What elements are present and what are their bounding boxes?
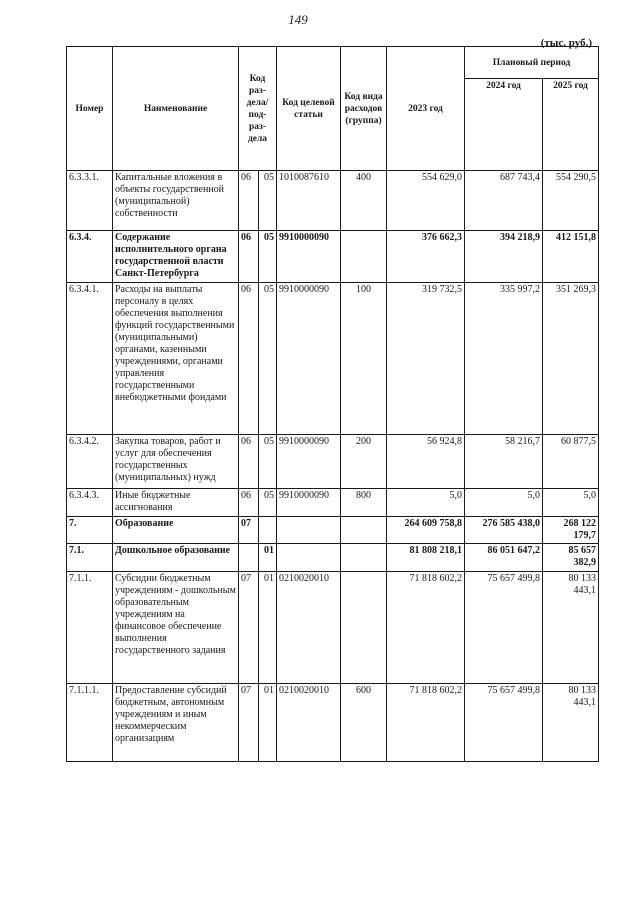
row-2024: 276 585 438,0 <box>465 517 543 544</box>
row-2023: 71 818 602,2 <box>387 684 465 762</box>
row-2024: 86 051 647,2 <box>465 544 543 572</box>
row-expense-type: 200 <box>341 435 387 489</box>
row-target <box>277 517 341 544</box>
row-expense-type: 800 <box>341 489 387 517</box>
units-label: (тыс. руб.) <box>540 37 592 49</box>
row-section: 06 <box>239 283 259 435</box>
header-section-code: Код раз-дела/ под-раз-дела <box>239 47 277 171</box>
row-subsection: 01 <box>259 544 277 572</box>
budget-table <box>66 46 599 762</box>
row-target: 0210020010 <box>277 684 341 762</box>
row-section: 06 <box>239 231 259 283</box>
row-2023: 81 808 218,1 <box>387 544 465 572</box>
row-target: 9910000090 <box>277 435 341 489</box>
row-number: 6.3.4. <box>67 231 113 283</box>
row-target: 9910000090 <box>277 489 341 517</box>
row-section: 06 <box>239 171 259 231</box>
row-number: 7.1.1.1. <box>67 684 113 762</box>
row-section: 06 <box>239 435 259 489</box>
header-2025: 2025 год <box>543 79 599 171</box>
row-2023: 554 629,0 <box>387 171 465 231</box>
row-2024: 335 997,2 <box>465 283 543 435</box>
row-2025: 80 133 443,1 <box>543 684 599 762</box>
row-subsection: 05 <box>259 231 277 283</box>
row-target <box>277 544 341 572</box>
row-name: Образование <box>113 517 239 544</box>
row-2023: 56 924,8 <box>387 435 465 489</box>
table-row <box>67 231 599 283</box>
row-name: Иные бюджетные ассигнования <box>113 489 239 517</box>
row-target: 0210020010 <box>277 572 341 684</box>
row-2024: 5,0 <box>465 489 543 517</box>
row-expense-type <box>341 231 387 283</box>
header-2024: 2024 год <box>465 79 543 171</box>
row-2023: 5,0 <box>387 489 465 517</box>
row-2023: 264 609 758,8 <box>387 517 465 544</box>
row-subsection: 01 <box>259 684 277 762</box>
row-2025: 554 290,5 <box>543 171 599 231</box>
row-number: 7.1. <box>67 544 113 572</box>
header-number: Номер <box>67 47 113 171</box>
header-planned-period: Плановый период <box>465 47 599 79</box>
header-target-code: Код целевой статьи <box>277 47 341 171</box>
row-subsection <box>259 517 277 544</box>
table-row <box>67 517 599 544</box>
row-number: 6.3.4.1. <box>67 283 113 435</box>
row-name: Содержание исполнительного органа государственной власти Санкт-Петербурга <box>113 231 239 283</box>
table-row <box>67 489 599 517</box>
row-expense-type <box>341 544 387 572</box>
row-2023: 319 732,5 <box>387 283 465 435</box>
row-2023: 376 662,3 <box>387 231 465 283</box>
row-2024: 394 218,9 <box>465 231 543 283</box>
row-subsection: 05 <box>259 489 277 517</box>
row-number: 6.3.4.3. <box>67 489 113 517</box>
row-name: Капитальные вложения в объекты государственной (муниципальной) собственности <box>113 171 239 231</box>
header-2023: 2023 год <box>387 47 465 171</box>
row-2025: 80 133 443,1 <box>543 572 599 684</box>
table-row <box>67 544 599 572</box>
row-subsection: 05 <box>259 435 277 489</box>
row-2024: 687 743,4 <box>465 171 543 231</box>
row-2023: 71 818 602,2 <box>387 572 465 684</box>
row-name: Закупка товаров, работ и услуг для обеспечения государственных (муниципальных) нужд <box>113 435 239 489</box>
row-2025: 351 269,3 <box>543 283 599 435</box>
row-2024: 75 657 499,8 <box>465 572 543 684</box>
row-name: Субсидии бюджетным учреждениям - дошкольным образовательным учреждениям на финансовое обеспечение выполнения государственного задания <box>113 572 239 684</box>
row-2025: 5,0 <box>543 489 599 517</box>
row-2025: 60 877,5 <box>543 435 599 489</box>
row-target: 9910000090 <box>277 283 341 435</box>
row-expense-type: 400 <box>341 171 387 231</box>
row-section: 07 <box>239 572 259 684</box>
row-section: 07 <box>239 517 259 544</box>
row-section: 06 <box>239 489 259 517</box>
row-2024: 58 216,7 <box>465 435 543 489</box>
row-number: 7. <box>67 517 113 544</box>
row-2025: 85 657 382,9 <box>543 544 599 572</box>
row-subsection: 05 <box>259 171 277 231</box>
row-section: 07 <box>239 684 259 762</box>
table-row <box>67 572 599 684</box>
row-subsection: 05 <box>259 283 277 435</box>
row-target: 1010087610 <box>277 171 341 231</box>
row-2025: 412 151,8 <box>543 231 599 283</box>
table-row <box>67 171 599 231</box>
row-name: Предоставление субсидий бюджетным, автономным учреждениям и иным некоммерческим организациям <box>113 684 239 762</box>
row-number: 6.3.4.2. <box>67 435 113 489</box>
row-name: Расходы на выплаты персоналу в целях обеспечения выполнения функций государственными (муниципальными) органами, казенными учреждениями, органами управления государственными внебюджетными фондами <box>113 283 239 435</box>
header-expense-type: Код вида расходов (группа) <box>341 47 387 171</box>
row-expense-type <box>341 572 387 684</box>
row-section <box>239 544 259 572</box>
row-expense-type: 600 <box>341 684 387 762</box>
row-number: 6.3.3.1. <box>67 171 113 231</box>
table-row <box>67 435 599 489</box>
row-number: 7.1.1. <box>67 572 113 684</box>
row-expense-type <box>341 517 387 544</box>
header-name: Наименование <box>113 47 239 171</box>
row-subsection: 01 <box>259 572 277 684</box>
row-name: Дошкольное образование <box>113 544 239 572</box>
table-row <box>67 283 599 435</box>
table-row <box>67 684 599 762</box>
row-expense-type: 100 <box>341 283 387 435</box>
page-number: 149 <box>288 12 308 27</box>
row-2025: 268 122 179,7 <box>543 517 599 544</box>
row-2024: 75 657 499,8 <box>465 684 543 762</box>
row-target: 9910000090 <box>277 231 341 283</box>
